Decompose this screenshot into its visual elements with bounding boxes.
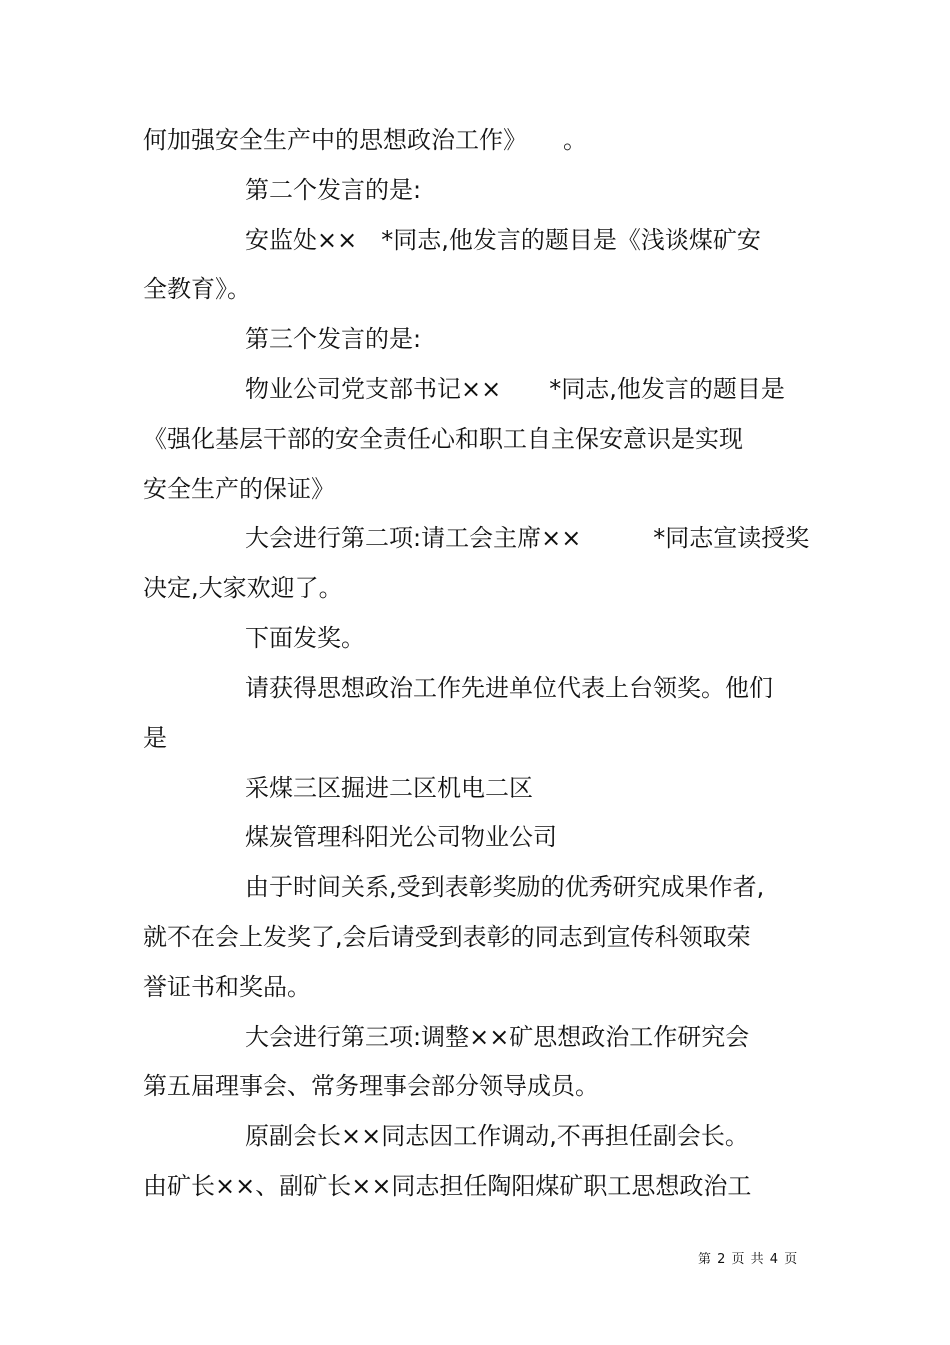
text-line: 《强化基层干部的安全责任心和职工自主保安意识是实现 <box>143 425 743 453</box>
text-line: 由矿长××、副矿长××同志担任陶阳煤矿职工思想政治工 <box>143 1172 752 1200</box>
page-number: 第 2 页 共 4 页 <box>698 1252 799 1267</box>
text-line: 第五届理事会、常务理事会部分领导成员。 <box>143 1072 599 1100</box>
text-line: 就不在会上发奖了,会后请受到表彰的同志到宣传科领取荣 <box>143 923 751 951</box>
text-line: 物业公司党支部书记×× *同志,他发言的题目是 <box>245 375 785 403</box>
text-line: 采煤三区掘进二区机电二区 <box>245 774 533 802</box>
text-line: 安监处×× *同志,他发言的题目是《浅谈煤矿安 <box>245 226 761 254</box>
text-line: 第三个发言的是: <box>245 325 422 353</box>
text-line: 大会进行第三项:调整××矿思想政治工作研究会 <box>245 1023 750 1051</box>
text-line: 大会进行第二项:请工会主席×× *同志宣读授奖 <box>245 524 810 552</box>
text-line: 由于时间关系,受到表彰奖励的优秀研究成果作者, <box>245 873 765 901</box>
text-line: 誉证书和奖品。 <box>143 973 311 1001</box>
text-line: 请获得思想政治工作先进单位代表上台领奖。他们 <box>245 674 773 702</box>
text-line: 原副会长××同志因工作调动,不再担任副会长。 <box>245 1122 749 1150</box>
text-line: 全教育》。 <box>143 275 251 303</box>
text-line: 煤炭管理科阳光公司物业公司 <box>245 823 557 851</box>
text-line: 安全生产的保证》 <box>143 475 335 503</box>
text-line: 是 <box>143 724 167 752</box>
text-line: 决定,大家欢迎了。 <box>143 574 343 602</box>
text-line: 下面发奖。 <box>245 624 365 652</box>
text-line: 何加强安全生产中的思想政治工作》 。 <box>143 126 587 154</box>
text-line: 第二个发言的是: <box>245 176 422 204</box>
